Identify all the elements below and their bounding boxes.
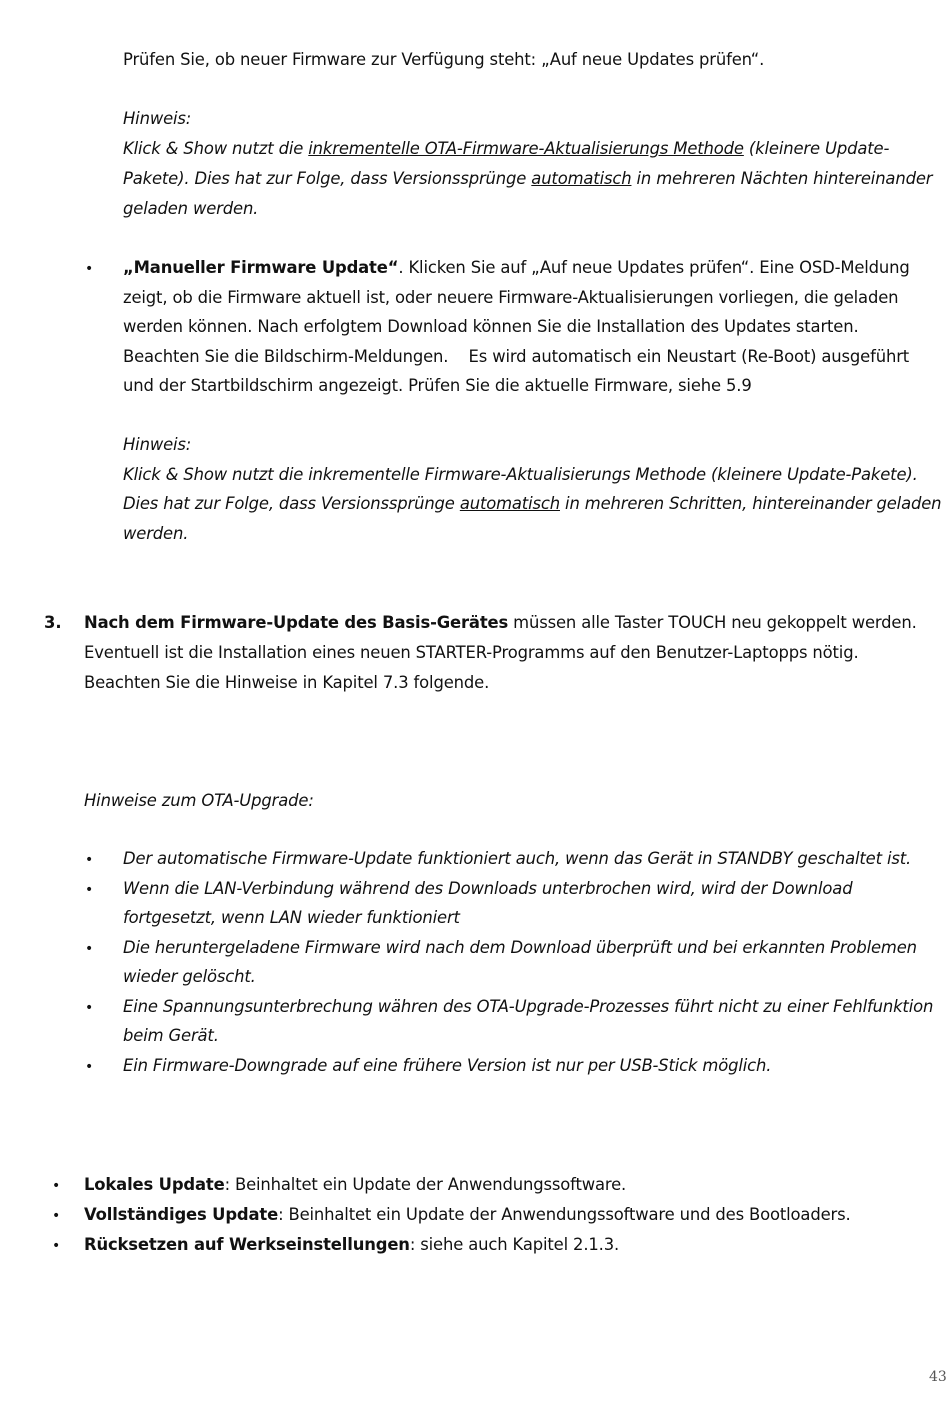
bullet-icon: • bbox=[85, 1059, 94, 1075]
underlined-text: inkrementelle OTA-Firmware-Aktualisierungs Methode bbox=[308, 139, 744, 158]
update-type-desc: : Beinhaltet ein Update der Anwendungssoftware und des Bootloaders. bbox=[278, 1205, 851, 1224]
note1-line-3: geladen werden. bbox=[123, 199, 259, 218]
ota-item-3-line-2: wieder gelöscht. bbox=[123, 967, 256, 986]
bullet-icon: • bbox=[85, 852, 94, 868]
manual-update-title: „Manueller Firmware Update“ bbox=[123, 258, 399, 277]
update-type-name: Lokales Update bbox=[84, 1175, 225, 1194]
note2-line-3: werden. bbox=[123, 524, 189, 543]
ota-item-5-line-1: Ein Firmware-Downgrade auf eine frühere Version ist nur per USB-Stick möglich. bbox=[123, 1056, 772, 1075]
text-span: Dies hat zur Folge, dass Versionssprünge bbox=[123, 494, 460, 513]
manual-update-line-3: werden können. Nach erfolgtem Download können Sie die Installation des Updates starten. bbox=[123, 317, 859, 336]
text-span: in mehreren Schritten, hintereinander geladen bbox=[559, 494, 942, 513]
manual-update-line-1 bbox=[123, 257, 910, 279]
text-span: . Klicken Sie auf „Auf neue Updates prüfen“. Eine OSD-Meldung bbox=[398, 258, 910, 277]
note1-label: Hinweis: bbox=[123, 109, 192, 128]
manual-update-line-4: Beachten Sie die Bildschirm-Meldungen. Es wird automatisch ein Neustart (Re-Boot) ausgeführt bbox=[123, 347, 910, 366]
bullet-icon: • bbox=[52, 1178, 61, 1194]
ota-item-2-line-2: fortgesetzt, wenn LAN wieder funktioniert bbox=[123, 908, 460, 927]
text-span: müssen alle Taster TOUCH neu gekoppelt werden. bbox=[508, 613, 917, 632]
ota-heading: Hinweise zum OTA-Upgrade: bbox=[84, 791, 314, 810]
manual-update-line-2: zeigt, ob die Firmware aktuell ist, oder neuere Firmware-Aktualisierungen vorliegen, die geladen bbox=[123, 288, 899, 307]
bullet-icon: • bbox=[85, 261, 94, 277]
ota-item-2-line-1: Wenn die LAN-Verbindung während des Downloads unterbrochen wird, wird der Download bbox=[123, 879, 853, 898]
bullet-icon: • bbox=[85, 882, 94, 898]
ota-item-4-line-2: beim Gerät. bbox=[123, 1026, 219, 1045]
text-span: Klick & Show nutzt die bbox=[123, 139, 309, 158]
note2-line-2 bbox=[123, 493, 941, 515]
underlined-text: automatisch bbox=[531, 169, 632, 188]
note2-line-1: Klick & Show nutzt die inkrementelle Firmware-Aktualisierungs Methode (kleinere Update-Pakete). bbox=[123, 465, 918, 484]
bullet-icon: • bbox=[85, 941, 94, 957]
update-type-desc: : Beinhaltet ein Update der Anwendungssoftware. bbox=[224, 1175, 627, 1194]
step3-line-2: Eventuell ist die Installation eines neuen STARTER-Programms auf den Benutzer-Laptopps nötig. bbox=[84, 643, 859, 662]
note1-line-2 bbox=[123, 168, 932, 190]
step3-line-3: Beachten Sie die Hinweise in Kapitel 7.3 folgende. bbox=[84, 673, 490, 692]
update-type-item bbox=[84, 1234, 619, 1256]
update-type-name: Vollständiges Update bbox=[84, 1205, 279, 1224]
underlined-text: automatisch bbox=[459, 494, 560, 513]
step3-bold: Nach dem Firmware-Update des Basis-Gerätes bbox=[84, 613, 509, 632]
update-type-item bbox=[84, 1174, 626, 1196]
bullet-icon: • bbox=[52, 1208, 61, 1224]
bullet-icon: • bbox=[85, 1000, 94, 1016]
text-span: in mehreren Nächten hintereinander bbox=[631, 169, 933, 188]
note1-line-1 bbox=[123, 138, 889, 160]
step3-line-1 bbox=[84, 612, 917, 634]
manual-update-line-5: und der Startbildschirm angezeigt. Prüfen Sie die aktuelle Firmware, siehe 5.9 bbox=[123, 376, 752, 395]
text-span: Pakete). Dies hat zur Folge, dass Versionssprünge bbox=[123, 169, 532, 188]
update-type-item bbox=[84, 1204, 851, 1226]
note2-label: Hinweis: bbox=[123, 435, 192, 454]
update-type-name: Rücksetzen auf Werkseinstellungen bbox=[84, 1235, 410, 1254]
ota-item-4-line-1: Eine Spannungsunterbrechung währen des OTA-Upgrade-Prozesses führt nicht zu einer Fehlfunktion bbox=[123, 997, 934, 1016]
bullet-icon: • bbox=[52, 1238, 61, 1254]
ota-item-3-line-1: Die heruntergeladene Firmware wird nach dem Download überprüft und bei erkannten Problemen bbox=[123, 938, 917, 957]
ota-item-1-line-1: Der automatische Firmware-Update funktioniert auch, wenn das Gerät in STANDBY geschaltet ist. bbox=[123, 849, 912, 868]
check-updates-line: Prüfen Sie, ob neuer Firmware zur Verfügung steht: „Auf neue Updates prüfen“. bbox=[123, 50, 765, 69]
step-number: 3. bbox=[44, 613, 62, 632]
text-span: (kleinere Update- bbox=[743, 139, 890, 158]
page-number: 43 bbox=[929, 1369, 947, 1385]
update-type-desc: : siehe auch Kapitel 2.1.3. bbox=[409, 1235, 620, 1254]
